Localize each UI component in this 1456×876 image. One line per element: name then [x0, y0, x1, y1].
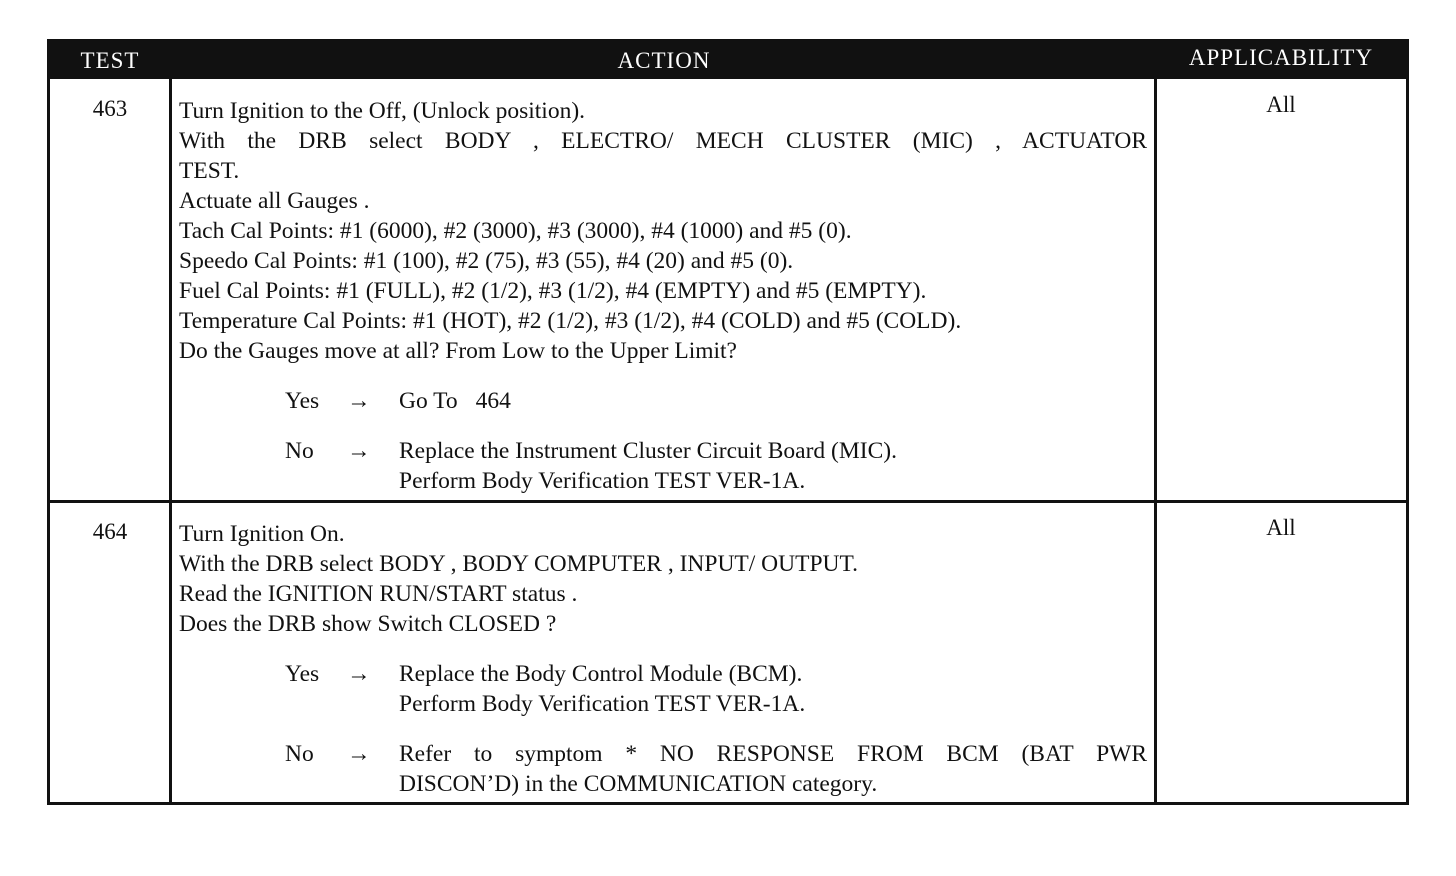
no-text — [399, 436, 1147, 496]
branch-line: Replace the Body Control Module (BCM). — [399, 661, 803, 687]
no-text — [399, 739, 1147, 799]
no-branch — [179, 739, 1147, 799]
arrow-icon: → — [347, 661, 371, 687]
action-line: Actuate all Gauges . — [179, 188, 370, 214]
action-line: Speedo Cal Points: #1 (100), #2 (75), #3 (55), #4 (20) and #5 (0). — [179, 248, 794, 274]
table-row — [50, 79, 1406, 500]
table-row — [50, 502, 1406, 805]
applicability-value: All — [1266, 92, 1296, 117]
action-line: Temperature Cal Points: #1 (HOT), #2 (1/2), #3 (1/2), #4 (COLD) and #5 (COLD). — [179, 308, 962, 334]
branch-line: Replace the Instrument Cluster Circuit Board (MIC). — [399, 438, 897, 464]
branch-line: Refer to symptom * NO RESPONSE FROM BCM (BAT PWR — [399, 741, 1147, 767]
yes-label: Yes — [285, 661, 320, 687]
action-line: Tach Cal Points: #1 (6000), #2 (3000), #3 (3000), #4 (1000) and #5 (0). — [179, 218, 852, 244]
no-label: No — [285, 438, 314, 464]
action-line: Turn Ignition On. — [179, 521, 345, 547]
yes-branch — [179, 659, 1147, 719]
action-cell — [179, 96, 1147, 496]
yes-text — [399, 386, 1147, 416]
action-line: With the DRB select BODY , ELECTRO/ MECH CLUSTER (MIC) , ACTUATOR — [179, 128, 1147, 154]
action-line: Do the Gauges move at all? From Low to the Upper Limit? — [179, 338, 737, 364]
header-test: TEST — [80, 48, 140, 73]
action-line: With the DRB select BODY , BODY COMPUTER , INPUT/ OUTPUT. — [179, 551, 859, 577]
applicability-value: All — [1266, 515, 1296, 540]
diagnostic-test-table — [47, 39, 1409, 805]
test-number: 464 — [92, 519, 128, 544]
arrow-icon: → — [347, 388, 371, 414]
no-branch — [179, 436, 1147, 496]
action-line: Turn Ignition to the Off, (Unlock position). — [179, 98, 586, 124]
arrow-icon: → — [347, 741, 371, 767]
yes-label: Yes — [285, 388, 320, 414]
no-label: No — [285, 741, 314, 767]
yes-branch — [179, 386, 1147, 416]
action-line: Fuel Cal Points: #1 (FULL), #2 (1/2), #3 (1/2), #4 (EMPTY) and #5 (EMPTY). — [179, 278, 927, 304]
action-cell — [179, 519, 1147, 799]
yes-text — [399, 659, 1147, 719]
action-line: TEST. — [179, 158, 240, 184]
branch-line: Perform Body Verification TEST VER-1A. — [399, 468, 806, 494]
action-line: Does the DRB show Switch CLOSED ? — [179, 611, 557, 637]
goto-label: Go To — [399, 388, 458, 414]
header-applicability: APPLICABILITY — [1188, 45, 1374, 70]
goto-test-number: 464 — [475, 388, 511, 414]
action-line: Read the IGNITION RUN/START status . — [179, 581, 578, 607]
branch-line: Perform Body Verification TEST VER-1A. — [399, 691, 806, 717]
arrow-icon: → — [347, 438, 371, 464]
test-number: 463 — [92, 96, 128, 121]
branch-line: DISCON’D) in the COMMUNICATION category. — [399, 771, 878, 797]
table-header — [50, 42, 1406, 79]
header-action: ACTION — [617, 48, 711, 73]
